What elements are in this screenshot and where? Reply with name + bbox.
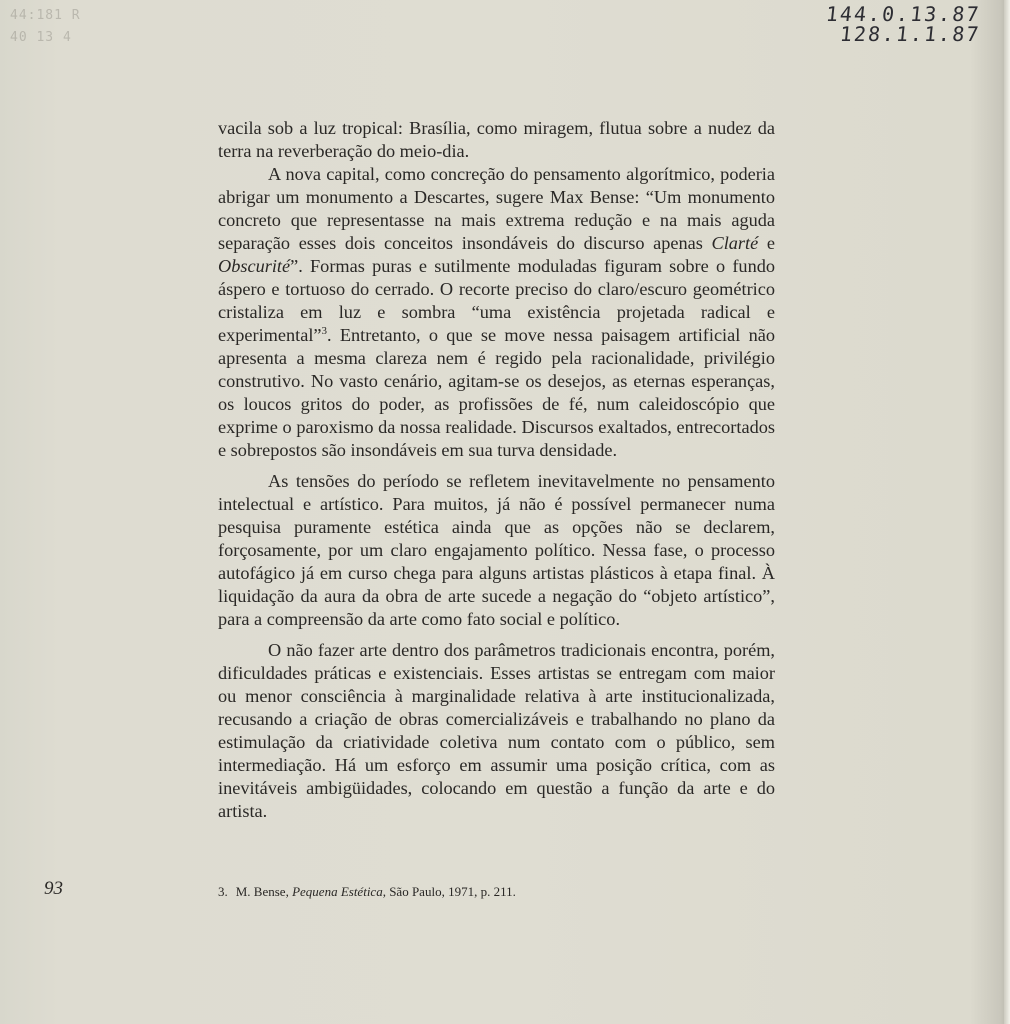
ghost-mark-1: 44:181 R <box>10 8 81 23</box>
handwritten-catalog-number-1: 144.0.13.87 <box>824 2 982 26</box>
ghost-mark-2: 40 13 4 <box>10 30 72 45</box>
paragraph-1: vacila sob a luz tropical: Brasília, como miragem, flutua sobre a nudez da terra na reverberação do meio-dia. <box>218 118 775 161</box>
paragraph-2-text-d: . Entretanto, o que se move nessa paisagem artificial não apresenta a mesma clareza nem é regido pela racionalidade, privilégio construtivo. No vasto cenário, agitam-se os desejos, as eternas esperanças, os loucos gritos do poder, as profissões de fé, num caleidoscópio que exprime o paroxismo da nossa realidade. Discursos exaltados, entrecortados e sobrepostos são insondáveis em sua turva densidade. <box>218 325 775 460</box>
footnote-author: M. Bense, <box>235 884 293 899</box>
body-text <box>218 117 775 823</box>
paragraph-2-text-b: e <box>758 233 776 253</box>
paragraph-2-text-c: ”. Formas puras e sutilmente moduladas figuram sobre o fundo áspero e tortuoso do cerrado. O recorte preciso do claro/escuro geométrico cristaliza em luz e sombra “uma existência projetada radical e experimental” <box>218 256 775 345</box>
handwritten-catalog-number-2: 128.1.1.87 <box>838 22 982 46</box>
footnote <box>218 884 516 900</box>
paragraph-2-italic-clarte: Clarté <box>711 233 759 253</box>
footnote-book-title: Pequena Estética <box>292 884 383 899</box>
page-edge <box>1004 0 1010 1024</box>
paragraph-2 <box>218 163 775 462</box>
footnote-number: 3. <box>218 884 228 899</box>
footnote-reference[interactable]: 3 <box>321 324 328 337</box>
page-number: 93 <box>44 878 63 899</box>
footnote-publication: , São Paulo, 1971, p. 211. <box>382 884 516 899</box>
paragraph-2-text-a: A nova capital, como concreção do pensamento algorítmico, poderia abrigar um monumento a Descartes, sugere Max Bense: “Um monumento concreto que representasse na mais extrema redução e na mais aguda separação esses dois conceitos insondáveis do discurso apenas <box>218 164 775 253</box>
paragraph-3: As tensões do período se refletem inevitavelmente no pensamento intelectual e artístico. Para muitos, já não é possível permanecer numa pesquisa puramente estética ainda que as opções não se declarem, forçosamente, por um claro engajamento político. Nessa fase, o processo autofágico já em curso chega para alguns artistas plásticos à etapa final. À liquidação da aura da obra de arte sucede a negação do “objeto artístico”, para a compreensão da arte como fato social e político. <box>218 471 775 629</box>
paragraph-4: O não fazer arte dentro dos parâmetros tradicionais encontra, porém, dificuldades práticas e existenciais. Esses artistas se entregam com maior ou menor consciência à marginalidade relativa à arte institucionalizada, recusando a criação de obras comercializáveis e trabalhando no plano da estimulação da criatividade coletiva num contato com o público, sem intermediação. Há um esforço em assumir uma posição crítica, com as inevitáveis ambigüidades, colocando em questão a função da arte e do artista. <box>218 640 775 821</box>
paragraph-2-italic-obscurite: Obscurité <box>218 256 291 276</box>
